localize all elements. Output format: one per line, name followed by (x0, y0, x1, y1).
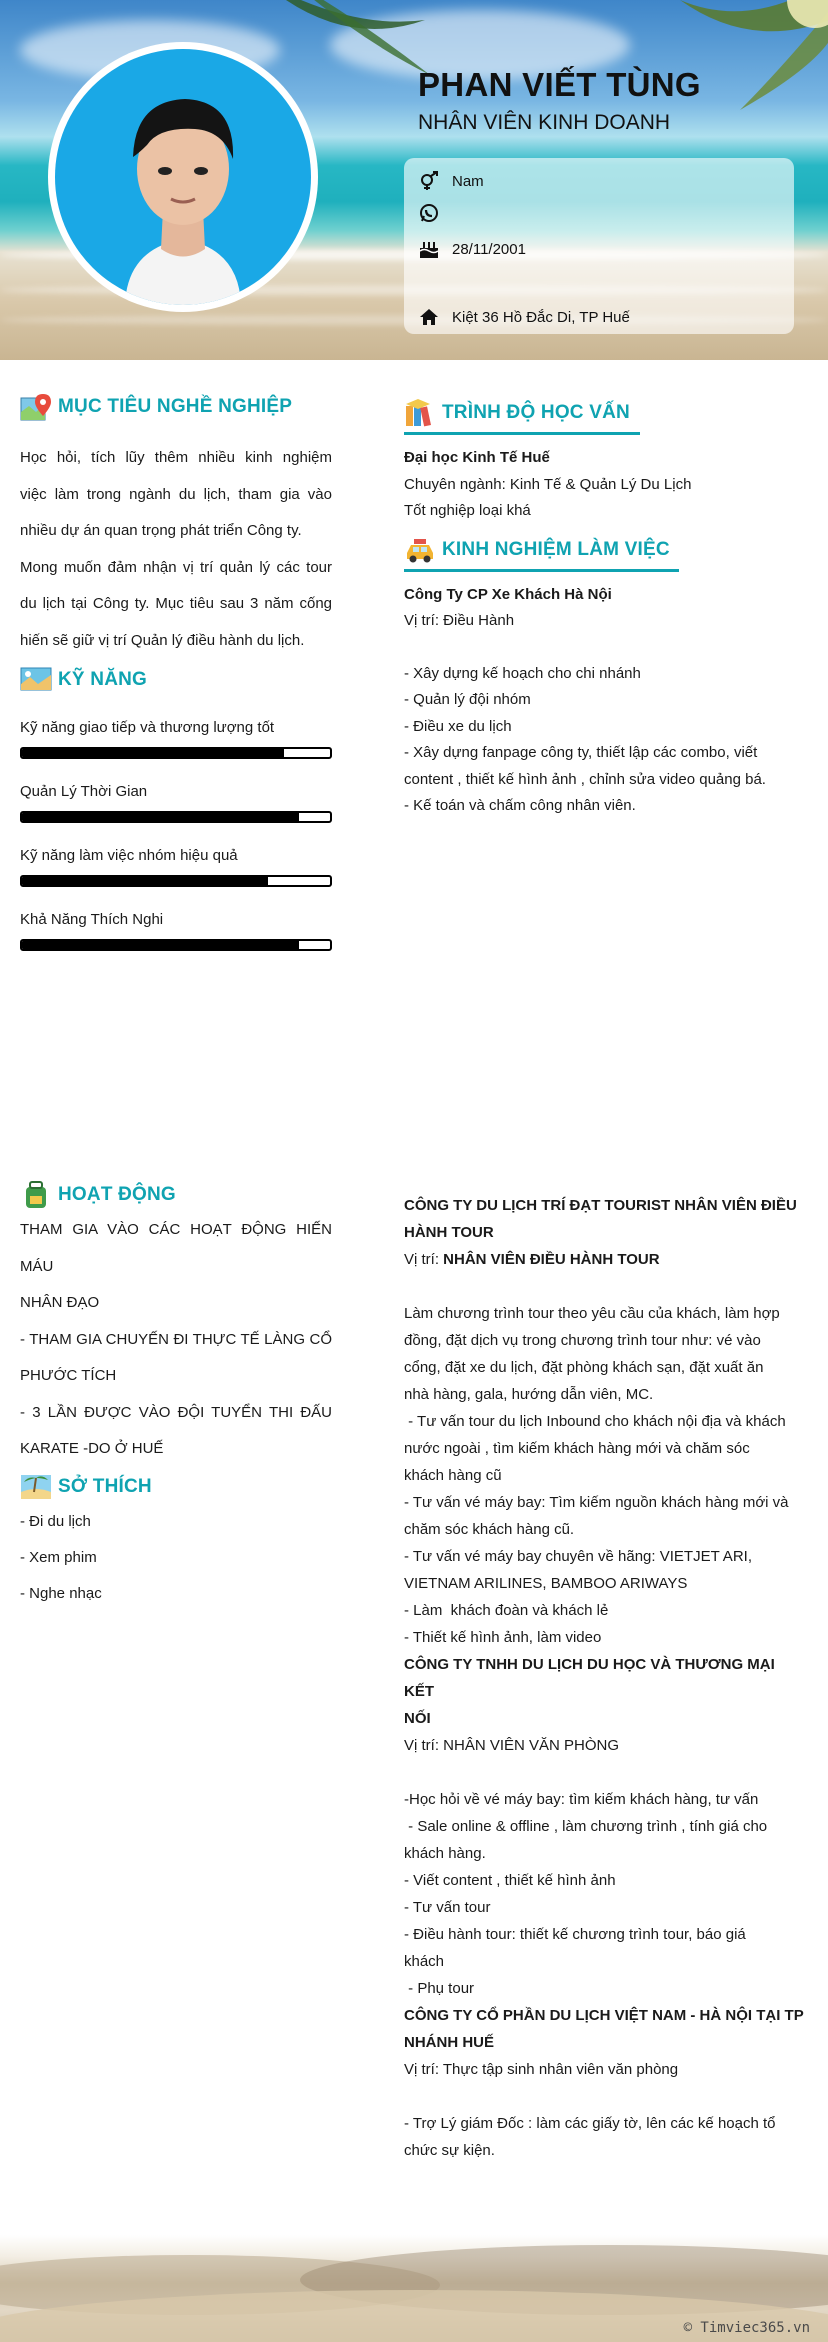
objective-text (20, 440, 332, 659)
job-line: chăm sóc khách hàng cũ. (404, 1521, 575, 1538)
skill-item (20, 719, 332, 759)
job-position: Vị trí: NHÂN VIÊN VĂN PHÒNG (404, 1737, 620, 1754)
right-column-bottom (404, 1192, 808, 2164)
objective-line: hiến sẽ giữ vị trí Quản lý điều hành du lịch. (20, 631, 305, 649)
job-title: NHÂN VIÊN KINH DOANH (418, 111, 671, 134)
objective-title: MỤC TIÊU NGHỀ NGHIỆP (58, 396, 293, 417)
beach-icon (20, 1472, 52, 1502)
activities-text (20, 1212, 332, 1468)
position-prefix: Vị trí: (404, 1251, 444, 1268)
job-company-line: CÔNG TY DU LỊCH TRÍ ĐẠT TOURIST NHÂN VIÊN ĐIỀU (404, 1197, 797, 1214)
experience-section-title (404, 535, 679, 565)
task-line: - Điều xe du lịch (404, 717, 512, 735)
objective-line: nhiều dự án quan trọng phát triển Công ty. (20, 522, 302, 539)
skills-title: KỸ NĂNG (58, 669, 148, 690)
job-entry (404, 1192, 808, 1651)
footer-desert-banner (0, 2235, 828, 2342)
job-line: - Phụ tour (404, 1980, 475, 1997)
education-title: TRÌNH ĐỘ HỌC VẤN (442, 402, 630, 423)
job-line: - Tư vấn tour du lịch Inbound cho khách nội địa và khách (404, 1413, 786, 1430)
job-line: VIETNAM ARILINES, BAMBOO ARIWAYS (404, 1575, 688, 1592)
job-company-line: HÀNH TOUR (404, 1224, 494, 1241)
skill-bar (20, 811, 332, 823)
watermark: © Timviec365.vn (683, 2320, 810, 2336)
skills-section-title (20, 665, 332, 695)
car-icon (404, 535, 436, 565)
backpack-icon (20, 1180, 52, 1210)
hobbies-title: SỞ THÍCH (58, 1475, 152, 1497)
position: Vị trí: Điều Hành (404, 612, 515, 629)
avatar-frame (48, 42, 318, 312)
job-line: - Thiết kế hình ảnh, làm video (404, 1629, 602, 1646)
objective-line: Học hỏi, tích lũy thêm nhiều kinh nghiệm (20, 449, 332, 466)
gender-value: Nam (452, 172, 484, 190)
job-line: cổng, đặt xe du lịch, đặt phòng khách sạn, đặt xuất ăn (404, 1359, 764, 1376)
company-name: Công Ty CP Xe Khách Hà Nội (404, 585, 612, 603)
hobbies-list (20, 1504, 332, 1612)
job-company-line: CÔNG TY CỔ PHẦN DU LỊCH VIỆT NAM - HÀ NỘI TẠI TP (404, 2007, 804, 2024)
job-line: khách hàng. (404, 1845, 486, 1862)
skill-label: Quản Lý Thời Gian (20, 783, 148, 800)
job-line: - Tư vấn vé máy bay: Tìm kiếm nguồn khách hàng mới và (404, 1494, 789, 1511)
hobbies-section-title (20, 1472, 332, 1502)
job-line: - Trợ Lý giám Đốc : làm các giấy tờ, lên các kế hoạch tổ (404, 2115, 776, 2132)
address-row (418, 306, 630, 328)
job-company-line: NHÁNH HUẾ (404, 2034, 494, 2051)
objective-section-title (20, 392, 332, 422)
job-line: - Làm khách đoàn và khách lẻ (404, 1602, 609, 1619)
education-underline (404, 432, 640, 435)
task-line: - Xây dựng kế hoạch cho chi nhánh (404, 664, 641, 682)
address-value: Kiệt 36 Hồ Đắc Di, TP Huế (452, 308, 630, 326)
activity-line: - 3 LẦN ĐƯỢC VÀO ĐỘI TUYỂN THI ĐẤU (20, 1403, 332, 1421)
activity-line: PHƯỚC TÍCH (20, 1367, 117, 1384)
skill-label: Kỹ năng làm việc nhóm hiệu quả (20, 847, 238, 864)
skill-bar-fill (22, 813, 299, 821)
skills-list (20, 719, 332, 951)
skill-item (20, 911, 332, 951)
objective-line: du lịch tại Công ty. Mục tiêu sau 3 năm cống (20, 595, 332, 612)
birthday-row (418, 238, 526, 260)
job-line: - Điều hành tour: thiết kế chương trình tour, báo giá (404, 1926, 746, 1943)
job-line: khách hàng cũ (404, 1467, 502, 1484)
left-column-top (20, 392, 332, 951)
objective-line: Mong muốn đảm nhận vị trí quản lý các tour (20, 558, 332, 576)
experience-title: KINH NGHIỆM LÀM VIỆC (442, 538, 670, 560)
activities-title: HOẠT ĐỘNG (58, 1184, 176, 1205)
cv-header (0, 0, 828, 360)
job-line: Làm chương trình tour theo yêu cầu của khách, làm hợp (404, 1305, 780, 1322)
task-line: - Xây dựng fanpage công ty, thiết lập các combo, viết (404, 744, 758, 761)
position-value: NHÂN VIÊN ĐIỀU HÀNH TOUR (443, 1251, 660, 1268)
skill-item (20, 783, 332, 823)
hobby-item: - Đi du lịch (20, 1512, 91, 1530)
skill-bar (20, 875, 332, 887)
right-column-top (404, 398, 804, 820)
left-column-bottom (20, 1180, 332, 1612)
job-line: đồng, đặt dịch vụ trong chương trình tour như: vé vào (404, 1332, 761, 1349)
skill-bar-fill (22, 877, 268, 885)
job-company-line: NỐI (404, 1710, 431, 1727)
birthday-value: 28/11/2001 (452, 240, 526, 258)
job-company-line: CÔNG TY TNHH DU LỊCH DU HỌC VÀ THƯƠNG MẠI KẾT (404, 1656, 775, 1700)
activity-line: THAM GIA VÀO CÁC HOẠT ĐỘNG HIẾN MÁU (20, 1221, 332, 1275)
major: Chuyên ngành: Kinh Tế & Quản Lý Du Lịch (404, 475, 692, 493)
graduation-grade: Tốt nghiệp loại khá (404, 502, 531, 519)
objective-line: việc làm trong ngành du lịch, tham gia vào (20, 485, 332, 503)
task-line: - Kế toán và chấm công nhân viên. (404, 797, 636, 814)
education-details (404, 445, 804, 525)
contact-info-box (404, 158, 794, 334)
job-line: chức sự kiện. (404, 2142, 495, 2159)
job-position (404, 1246, 808, 1273)
job-line: -Học hỏi về vé máy bay: tìm kiếm khách hàng, tư vấn (404, 1791, 759, 1808)
gender-row (418, 170, 484, 192)
candidate-name: PHAN VIẾT TÙNG (418, 66, 701, 103)
job-line: - Sale online & offline , làm chương trình , tính giá cho (404, 1818, 768, 1835)
job-entry (404, 1651, 808, 2002)
school-name: Đại học Kinh Tế Huế (404, 449, 550, 466)
task-line: - Quản lý đội nhóm (404, 691, 531, 708)
gender-icon (418, 170, 440, 192)
hobby-item: - Nghe nhạc (20, 1584, 102, 1602)
person-photo-icon (55, 49, 311, 305)
skill-bar (20, 747, 332, 759)
job-line: nhà hàng, gala, hướng dẫn viên, MC. (404, 1386, 654, 1403)
home-icon (418, 306, 440, 328)
skill-label: Khả Năng Thích Nghi (20, 911, 164, 928)
skill-item (20, 847, 332, 887)
experience-underline (404, 569, 679, 572)
skill-bar-fill (22, 941, 299, 949)
skill-bar (20, 939, 332, 951)
skill-label: Kỹ năng giao tiếp và thương lượng tốt (20, 719, 275, 736)
job-line: khách (404, 1953, 445, 1970)
job-line: nước ngoài , tìm kiếm khách hàng mới và chăm sóc (404, 1440, 750, 1457)
job-entry (404, 2002, 808, 2164)
activities-section-title (20, 1180, 332, 1210)
activity-line: KARATE -DO Ở HUẾ (20, 1440, 164, 1457)
phone-row (418, 202, 452, 224)
map-pin-icon (20, 392, 52, 422)
job-position: Vị trí: Thực tập sinh nhân viên văn phòng (404, 2061, 679, 2078)
activity-line: - THAM GIA CHUYẾN ĐI THỰC TẾ LÀNG CỔ (20, 1330, 332, 1348)
hobby-item: - Xem phim (20, 1548, 97, 1566)
education-section-title (404, 398, 640, 428)
skill-bar-fill (22, 749, 284, 757)
avatar (55, 49, 311, 305)
books-icon (404, 398, 436, 428)
activity-line: NHÂN ĐẠO (20, 1294, 100, 1311)
skills-icon (20, 665, 52, 695)
experience-details (404, 582, 804, 820)
job-line: - Viết content , thiết kế hình ảnh (404, 1872, 616, 1889)
birthday-cake-icon (418, 238, 440, 260)
whatsapp-icon (418, 202, 440, 224)
job-line: - Tư vấn tour (404, 1899, 491, 1916)
job-line: - Tư vấn vé máy bay chuyên về hãng: VIETJET ARI, (404, 1548, 752, 1565)
task-line: content , thiết kế hình ảnh , chỉnh sửa video quảng bá. (404, 770, 766, 788)
